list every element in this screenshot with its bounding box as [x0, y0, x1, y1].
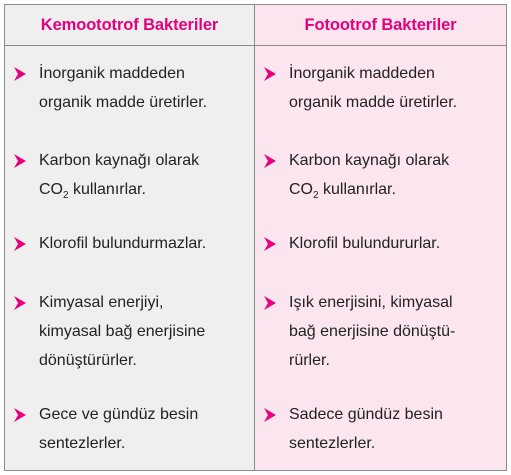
list-item-line: bağ enerjisine dönüştü- — [289, 323, 456, 340]
column-header-chemoautotroph: Kemoototrof Bakteriler — [5, 5, 254, 46]
list-item-line: Sadece gündüz besin — [289, 406, 443, 423]
arrowhead-bullet-icon — [264, 288, 276, 317]
arrowhead-bullet-icon — [14, 146, 26, 175]
list-item-line-co2 — [39, 175, 248, 204]
arrowhead-bullet-icon — [264, 146, 276, 175]
arrowhead-bullet-icon — [264, 400, 276, 429]
co2-subscript: 2 — [313, 190, 319, 201]
arrowhead-bullet-icon — [264, 59, 276, 88]
list-item-line: Klorofil bulundurmazlar. — [39, 235, 207, 252]
arrowhead-bullet-icon — [264, 229, 276, 258]
comparison-table — [4, 4, 507, 471]
arrowhead-bullet-icon — [14, 288, 26, 317]
list-item-line: Işık enerjisini, kimyasal — [289, 294, 453, 311]
list-item-line: Karbon kaynağı olarak — [289, 152, 450, 169]
photoautotroph-column — [255, 5, 506, 470]
list-item-line: sentezlerler. — [39, 435, 126, 452]
co2-formula: CO — [289, 181, 313, 198]
list-item-line: sentezlerler. — [289, 435, 376, 452]
co2-subscript: 2 — [63, 190, 69, 201]
chemoautotroph-column — [5, 5, 255, 470]
list-item-line: Klorofil bulundururlar. — [289, 235, 441, 252]
list-item-line: Gece ve gündüz besin — [39, 406, 199, 423]
list-item-line: İnorganik maddeden — [289, 65, 435, 82]
column-header-photoautotroph: Fotootrof Bakteriler — [255, 5, 506, 46]
list-item-line: rürler. — [289, 352, 330, 369]
list-item-line: İnorganik maddeden — [39, 65, 185, 82]
co2-formula: CO — [39, 181, 63, 198]
arrowhead-bullet-icon — [14, 59, 26, 88]
list-item-line: kimyasal bağ enerjisine — [39, 323, 206, 340]
list-item-line: organik madde üretirler. — [39, 94, 208, 111]
arrowhead-bullet-icon — [14, 229, 26, 258]
arrowhead-bullet-icon — [14, 400, 26, 429]
list-item-line: dönüştürürler. — [39, 352, 137, 369]
list-item-line-suffix: kullanırlar. — [318, 181, 396, 198]
list-item-line: Kimyasal enerjiyi, — [39, 294, 164, 311]
list-item-line: Karbon kaynağı olarak — [39, 152, 200, 169]
list-item-line: organik madde üretirler. — [289, 94, 458, 111]
list-item-line-co2 — [289, 175, 500, 204]
list-item-line-suffix: kullanırlar. — [68, 181, 146, 198]
